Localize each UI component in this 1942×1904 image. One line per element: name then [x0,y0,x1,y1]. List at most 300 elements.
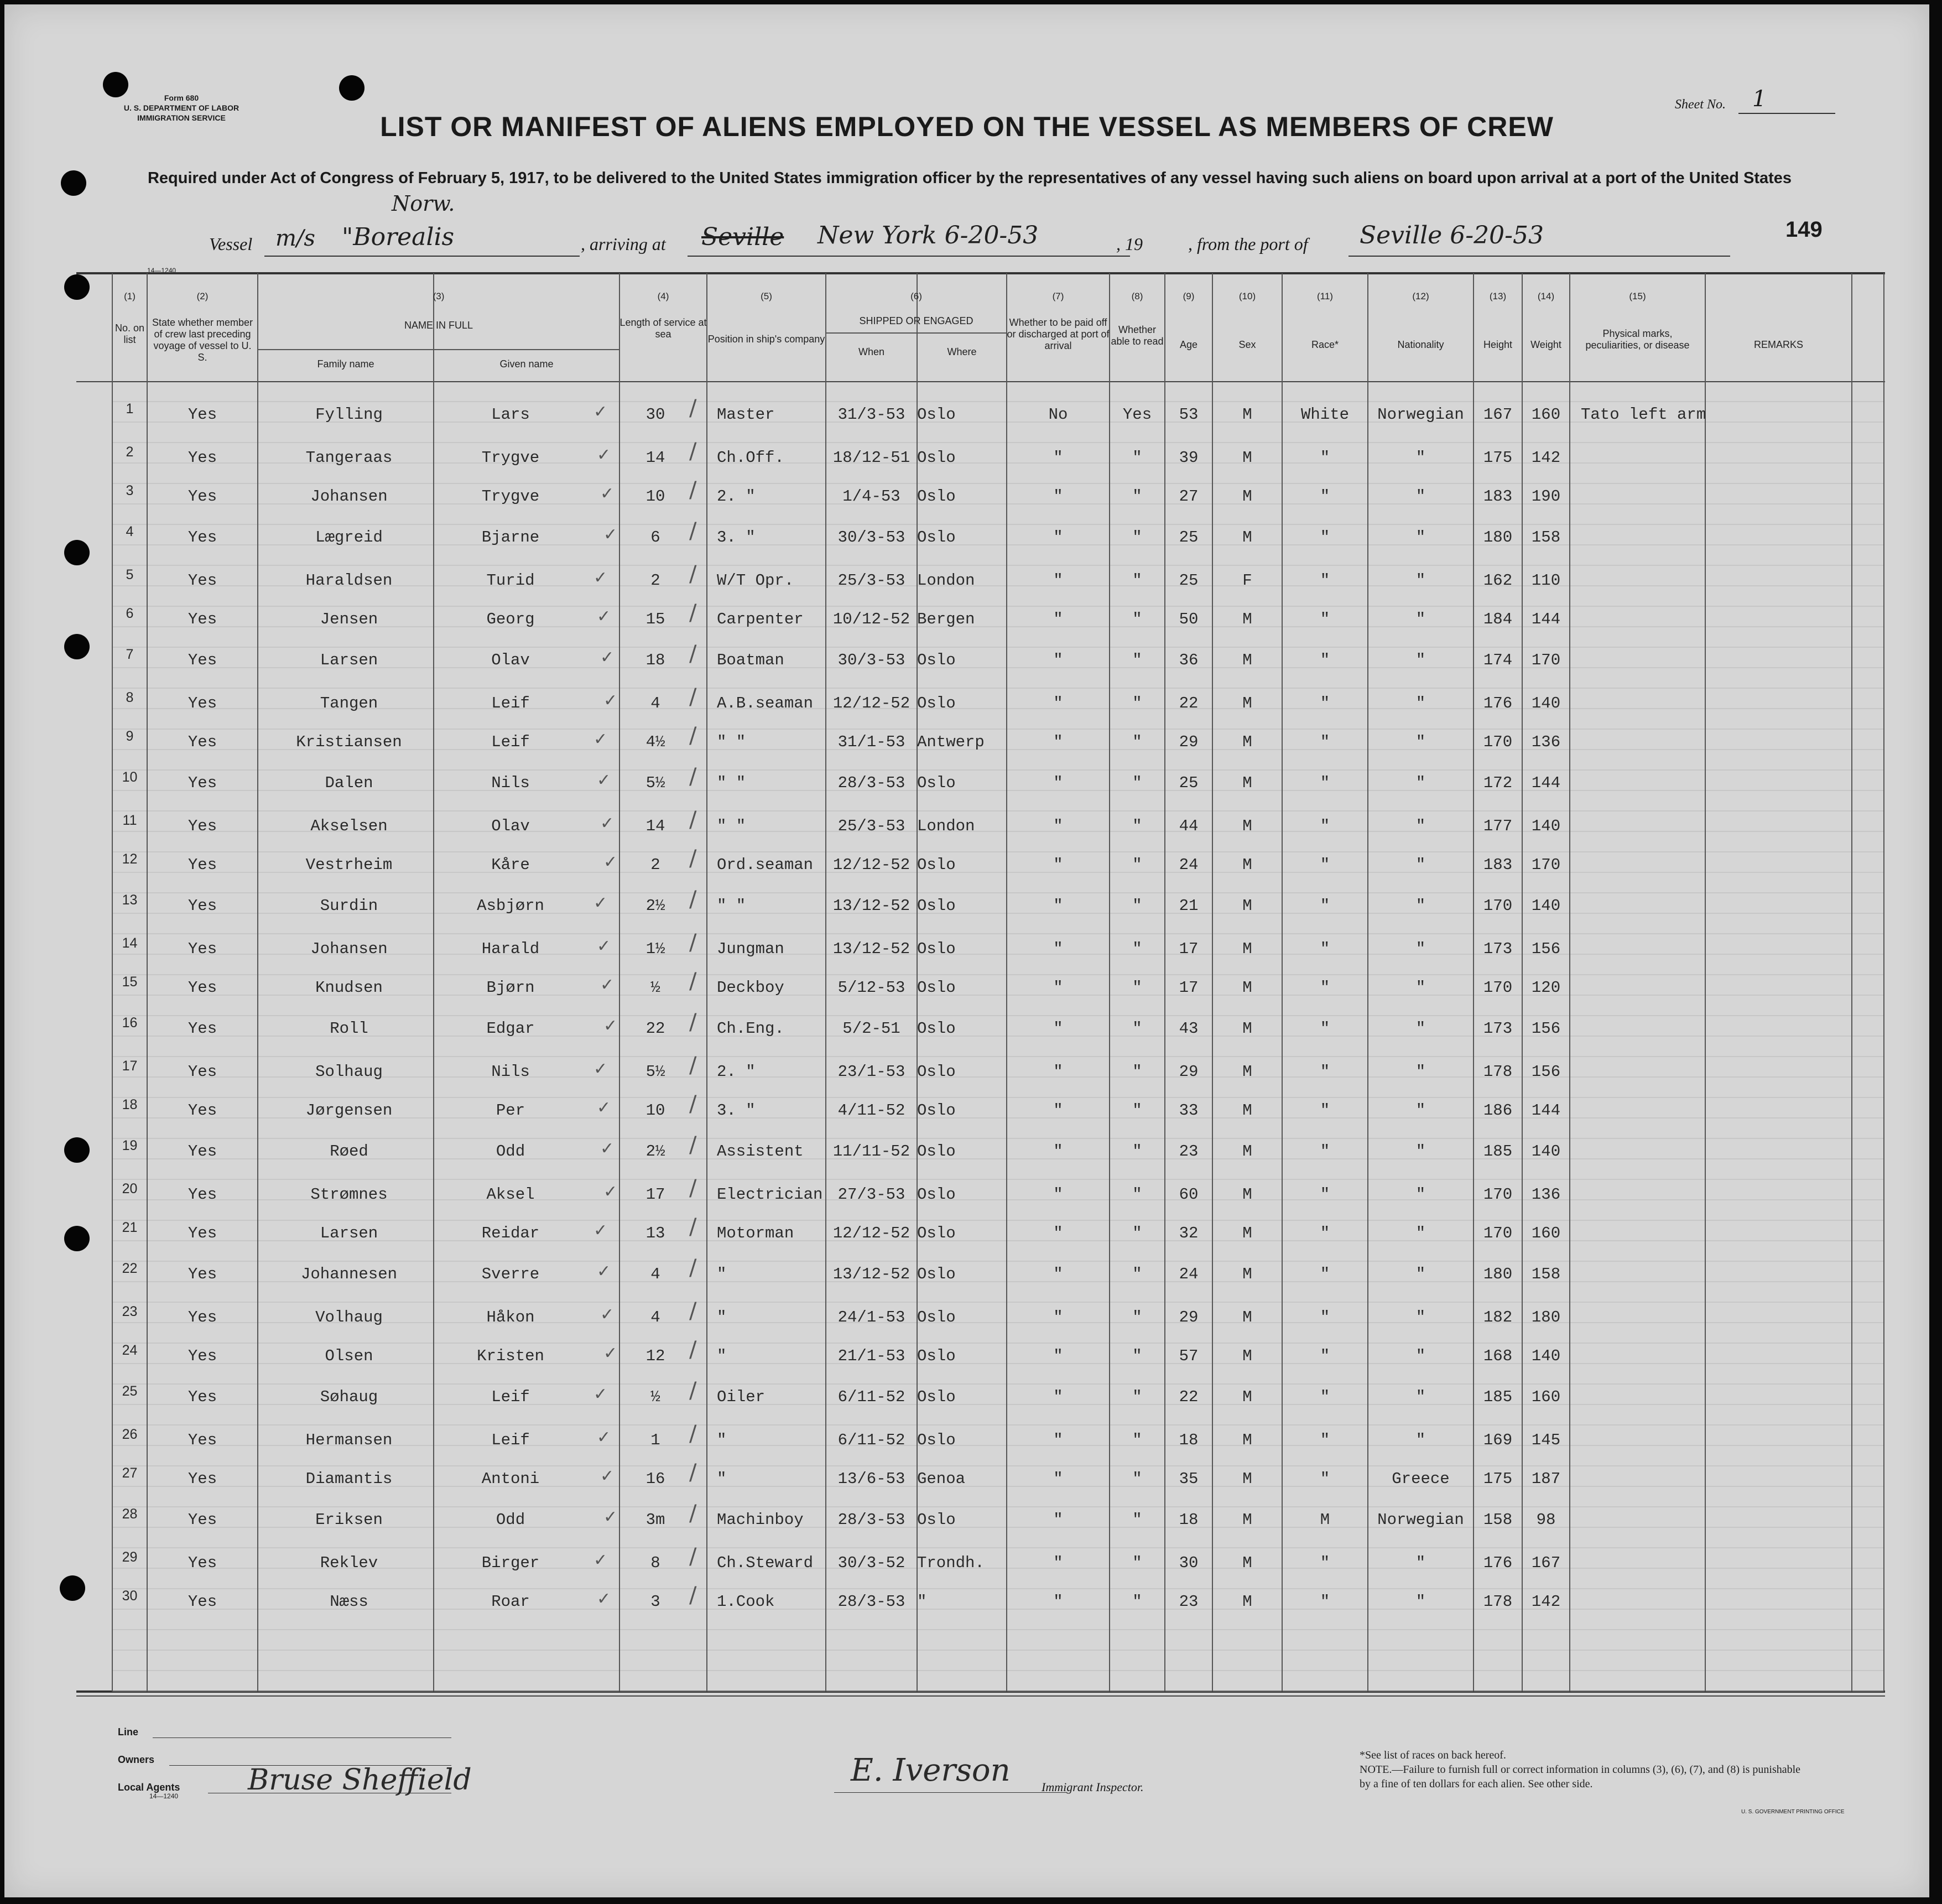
check-mark-icon: ✓ [593,1059,608,1079]
race: " [1320,1063,1330,1081]
given-name: Kåre [491,856,530,874]
shipped-where: Oslo [917,1224,956,1242]
check-mark-icon: ✓ [597,607,611,626]
paid-off: " [1053,979,1063,997]
shipped-where: London [917,817,975,835]
printer-imprint: U. S. GOVERNMENT PRINTING OFFICE [1741,1809,1845,1815]
given-name: Turid [486,571,535,590]
sex: M [1242,1142,1252,1161]
check-mark-icon: ✓ [593,1385,608,1404]
nationality: " [1415,528,1426,547]
check-mark-icon: ✓ [600,975,615,995]
previous-voyage: Yes [188,1142,217,1161]
row-number: 20 [122,1181,138,1196]
sex: M [1242,1388,1252,1406]
line-label: Line [118,1726,139,1737]
length-of-service: 5½ [645,774,665,792]
service-name: IMMIGRATION SERVICE [137,113,226,122]
paid-off: " [1053,1593,1063,1611]
nationality: " [1415,1019,1426,1038]
check-mark-icon: ✓ [593,893,608,913]
weight: 144 [1531,774,1561,792]
family-name: Solhaug [315,1063,383,1081]
paid-off: " [1053,1185,1063,1204]
shipped-where: Oslo [917,1142,956,1161]
able-to-read: " [1132,694,1142,712]
inspector-signature: E. Iverson [851,1752,1011,1788]
position: Ord.seaman [717,856,814,874]
header-height: Height [1483,339,1513,350]
previous-voyage: Yes [188,733,217,751]
check-mark-icon: ✓ [593,402,608,422]
given-name: Leif [491,1388,530,1406]
check-mark-icon: ✓ [597,1262,611,1281]
age: 17 [1179,940,1199,958]
sex: M [1242,1308,1252,1326]
sex: M [1242,405,1252,424]
paid-off: " [1053,940,1063,958]
able-to-read: " [1132,1388,1142,1406]
arriving-label: , arriving at [581,234,666,254]
family-name: Volhaug [315,1308,383,1326]
tally-slash-icon: / [689,1337,697,1362]
given-name: Leif [491,733,530,751]
tally-slash-icon: / [689,1501,697,1526]
check-mark-icon: ✓ [593,1551,608,1570]
vessel-label: Vessel [209,234,253,254]
position: Carpenter [717,610,804,628]
shipped-where: Oslo [917,774,956,792]
tally-slash-icon: / [689,1132,697,1158]
arriving-port: New York 6-20-53 [818,221,1039,249]
position: 2. " [717,1063,756,1081]
given-name: Asbjørn [477,897,544,915]
shipped-where: Trondh. [917,1554,985,1572]
able-to-read: " [1132,1308,1142,1326]
shipped-when: 10/12-52 [832,610,910,628]
given-name: Lars [491,405,530,424]
given-name: Georg [486,610,535,628]
tally-slash-icon: / [689,1298,697,1324]
height: 175 [1483,1470,1513,1488]
nationality: " [1415,1554,1426,1572]
sex: M [1242,1593,1252,1611]
header-nationality: Nationality [1397,339,1444,350]
able-to-read: " [1132,449,1142,467]
length-of-service: 14 [645,817,665,835]
previous-voyage: Yes [188,694,217,712]
tally-slash-icon: / [689,1091,697,1117]
age: 23 [1179,1593,1199,1611]
previous-voyage: Yes [188,1511,217,1529]
height: 180 [1483,1265,1513,1283]
height: 158 [1483,1511,1513,1529]
sex: M [1242,979,1252,997]
race: " [1320,1593,1330,1611]
family-name: Larsen [320,1224,378,1242]
height: 177 [1483,817,1513,835]
race: " [1320,528,1330,547]
age: 21 [1179,897,1199,915]
height: 184 [1483,610,1513,628]
age: 25 [1179,528,1199,547]
height: 185 [1483,1388,1513,1406]
age: 18 [1179,1511,1199,1529]
given-name: Birger [481,1554,540,1572]
previous-voyage: Yes [188,856,217,874]
nationality: " [1415,571,1426,590]
height: 175 [1483,449,1513,467]
weight: 156 [1531,1063,1561,1081]
given-name: Håkon [486,1308,535,1326]
tally-slash-icon: / [689,1255,697,1281]
column-number: (6) [910,291,922,301]
family-name: Akselsen [310,817,388,835]
length-of-service: 2 [650,571,660,590]
shipped-when: 1/4-53 [842,487,900,506]
row-number: 25 [122,1383,138,1399]
able-to-read: " [1132,774,1142,792]
shipped-where: Oslo [917,694,956,712]
age: 57 [1179,1347,1199,1365]
family-name: Hermansen [305,1431,393,1449]
length-of-service: 17 [645,1185,665,1204]
given-name: Trygve [481,487,540,506]
length-of-service: 14 [645,449,665,467]
shipped-when: 28/3-53 [837,774,905,792]
height: 170 [1483,897,1513,915]
length-of-service: 15 [645,610,665,628]
sex: M [1242,487,1252,506]
height: 169 [1483,1431,1513,1449]
row-number: 19 [122,1138,138,1153]
nationality: " [1415,1388,1426,1406]
given-name: Bjarne [481,528,540,547]
check-mark-icon: ✓ [600,814,615,833]
previous-voyage: Yes [188,1431,217,1449]
family-name: Reklev [320,1554,378,1572]
able-to-read: " [1132,487,1142,506]
previous-voyage: Yes [188,1101,217,1120]
shipped-when: 5/12-53 [837,979,905,997]
paid-off: " [1053,733,1063,751]
nationality: " [1415,733,1426,751]
family-name: Eriksen [315,1511,383,1529]
previous-voyage: Yes [188,1554,217,1572]
column-number: (13) [1489,291,1507,301]
race: " [1320,1470,1330,1488]
sex: M [1242,1347,1252,1365]
row-number: 1 [126,401,134,417]
previous-voyage: Yes [188,651,217,669]
paid-off: " [1053,610,1063,628]
check-mark-icon: ✓ [603,1344,618,1363]
family-name: Dalen [325,774,373,792]
age: 39 [1179,449,1199,467]
given-name: Antoni [481,1470,540,1488]
family-name: Johansen [310,487,388,506]
nationality: " [1415,856,1426,874]
position: " [717,1308,727,1326]
sex: M [1242,449,1252,467]
height: 186 [1483,1101,1513,1120]
header-length-of-service: Length of service at sea [619,317,707,340]
punch-hole [64,634,90,659]
age: 60 [1179,1185,1199,1204]
shipped-when: 24/1-53 [837,1308,905,1326]
previous-voyage: Yes [188,1593,217,1611]
row-number: 26 [122,1427,138,1442]
paid-off: " [1053,528,1063,547]
length-of-service: 1½ [645,940,665,958]
position: A.B.seaman [717,694,814,712]
year-label: , 19 [1116,234,1143,254]
check-mark-icon: ✓ [597,1428,611,1447]
punch-hole [64,1137,90,1163]
row-number: 22 [122,1261,138,1276]
family-name: Johannesen [300,1265,398,1283]
height: 176 [1483,694,1513,712]
able-to-read: " [1132,1224,1142,1242]
check-mark-icon: ✓ [603,852,618,872]
height: 172 [1483,774,1513,792]
column-number: (7) [1052,291,1064,301]
header-able-to-read: Whether able to read [1111,324,1164,347]
previous-voyage: Yes [188,528,217,547]
sex: M [1242,1470,1252,1488]
paid-off: " [1053,1063,1063,1081]
row-number: 18 [122,1097,138,1112]
family-name: Larsen [320,651,378,669]
shipped-where: Oslo [917,856,956,874]
shipped-where: Oslo [917,1308,956,1326]
department-name: U. S. DEPARTMENT OF LABOR [123,103,240,112]
punch-hole [339,75,365,101]
able-to-read: " [1132,979,1142,997]
height: 174 [1483,651,1513,669]
given-name: Trygve [481,449,540,467]
punch-hole [64,540,90,565]
nationality: " [1415,1101,1426,1120]
family-name: Næss [330,1593,368,1611]
weight: 158 [1531,528,1561,547]
paid-off: " [1053,449,1063,467]
tally-slash-icon: / [689,1378,697,1403]
age: 35 [1179,1470,1199,1488]
age: 44 [1179,817,1199,835]
shipped-where: Oslo [917,1101,956,1120]
family-name: Roll [330,1019,368,1038]
age: 22 [1179,1388,1199,1406]
sex: M [1242,940,1252,958]
position: " " [717,897,746,915]
able-to-read: " [1132,1347,1142,1365]
previous-voyage: Yes [188,979,217,997]
family-name: Jensen [320,610,378,628]
punch-hole [64,1226,90,1251]
tally-slash-icon: / [689,807,697,833]
tally-slash-icon: / [689,684,697,710]
nationality: " [1415,1431,1426,1449]
tally-slash-icon: / [689,764,697,789]
paid-off: " [1053,1142,1063,1161]
position: " " [717,733,746,751]
race: " [1320,979,1330,997]
paid-off: " [1053,1388,1063,1406]
check-mark-icon: ✓ [593,730,608,749]
shipped-when: 13/12-52 [832,940,910,958]
position: Oiler [717,1388,766,1406]
age: 27 [1179,487,1199,506]
age: 22 [1179,694,1199,712]
given-name: Leif [491,1431,530,1449]
height: 170 [1483,979,1513,997]
shipped-when: 11/11-52 [832,1142,910,1161]
nationality: Norwegian [1377,405,1464,424]
given-name: Olav [491,651,530,669]
age: 29 [1179,733,1199,751]
shipped-where: Oslo [917,1063,956,1081]
previous-voyage: Yes [188,774,217,792]
header-family-name: Family name [317,358,374,370]
given-name: Aksel [486,1185,535,1204]
previous-voyage: Yes [188,817,217,835]
family-name: Olsen [325,1347,373,1365]
sex: M [1242,1185,1252,1204]
previous-voyage: Yes [188,1347,217,1365]
length-of-service: 3 [650,1593,660,1611]
height: 170 [1483,1224,1513,1242]
weight: 120 [1531,979,1561,997]
age: 30 [1179,1554,1199,1572]
row-number: 2 [126,444,134,460]
row-number: 4 [126,524,134,539]
position: Machinboy [717,1511,804,1529]
agent-signature: Bruse Sheffield [248,1763,472,1797]
races-note: *See list of races on back hereof. [1360,1749,1506,1761]
local-agents-label: Local Agents [118,1782,180,1793]
length-of-service: ½ [650,979,660,997]
shipped-where: Oslo [917,1265,956,1283]
stamp-number: 149 [1785,217,1823,242]
family-name: Jørgensen [305,1101,393,1120]
check-mark-icon: ✓ [597,445,611,465]
check-mark-icon: ✓ [593,1221,608,1240]
nationality: " [1415,1063,1426,1081]
position: " [717,1347,727,1365]
previous-voyage: Yes [188,1308,217,1326]
tally-slash-icon: / [689,1053,697,1078]
previous-voyage: Yes [188,449,217,467]
shipped-where: Oslo [917,1185,956,1204]
age: 25 [1179,774,1199,792]
weight: 144 [1531,610,1561,628]
row-number: 14 [122,935,138,951]
column-number: (5) [761,291,772,301]
race: " [1320,1347,1330,1365]
column-number: (8) [1131,291,1143,301]
paid-off: " [1053,1019,1063,1038]
tally-slash-icon: / [689,1460,697,1485]
weight: 158 [1531,1265,1561,1283]
paid-off: " [1053,1511,1063,1529]
race: " [1320,1224,1330,1242]
tally-slash-icon: / [689,641,697,667]
given-name: Odd [496,1511,525,1529]
shipped-where: Oslo [917,405,956,424]
paid-off: " [1053,1101,1063,1120]
length-of-service: 13 [645,1224,665,1242]
punch-hole [64,274,90,300]
position: Deckboy [717,979,784,997]
able-to-read: " [1132,528,1142,547]
header-when: When [858,346,885,357]
column-number: (11) [1317,291,1333,301]
paid-off: " [1053,774,1063,792]
weight: 180 [1531,1308,1561,1326]
able-to-read: " [1132,1185,1142,1204]
vessel-nationality: Norw. [392,191,455,216]
family-name: Strømnes [310,1185,388,1204]
able-to-read: " [1132,1593,1142,1611]
given-name: Edgar [486,1019,535,1038]
race: " [1320,694,1330,712]
header-age: Age [1179,339,1198,350]
row-number: 6 [126,606,134,621]
weight: 140 [1531,694,1561,712]
column-number: (10) [1238,291,1256,301]
shipped-where: Genoa [917,1470,966,1488]
tally-slash-icon: / [689,1010,697,1035]
position: " [717,1470,727,1488]
able-to-read: " [1132,1019,1142,1038]
weight: 167 [1531,1554,1561,1572]
header-sex: Sex [1238,339,1256,350]
length-of-service: 4 [650,1308,660,1326]
nationality: " [1415,897,1426,915]
sheet-number-label: Sheet No. [1675,97,1726,112]
age: 24 [1179,856,1199,874]
row-number: 16 [122,1015,138,1031]
race: " [1320,817,1330,835]
form-number: Form 680 [164,93,199,102]
paid-off: " [1053,897,1063,915]
shipped-where: London [917,571,975,590]
race: " [1320,940,1330,958]
position: 2. " [717,487,756,506]
given-name: Kristen [477,1347,544,1365]
tally-slash-icon: / [689,396,697,421]
shipped-when: 12/12-52 [832,856,910,874]
age: 32 [1179,1224,1199,1242]
race: " [1320,856,1330,874]
row-number: 30 [122,1588,138,1604]
height: 180 [1483,528,1513,547]
check-mark-icon: ✓ [600,484,615,503]
tally-slash-icon: / [689,1583,697,1608]
length-of-service: 10 [645,487,665,506]
column-number: (1) [124,291,136,301]
shipped-where: Oslo [917,1431,956,1449]
family-name: Vestrheim [305,856,393,874]
length-of-service: 22 [645,1019,665,1038]
physical-marks: Tato left arm [1581,405,1706,424]
weight: 170 [1531,856,1561,874]
tally-slash-icon: / [689,887,697,912]
shipped-where: Oslo [917,1511,956,1529]
paid-off: " [1053,856,1063,874]
given-name: Leif [491,694,530,712]
